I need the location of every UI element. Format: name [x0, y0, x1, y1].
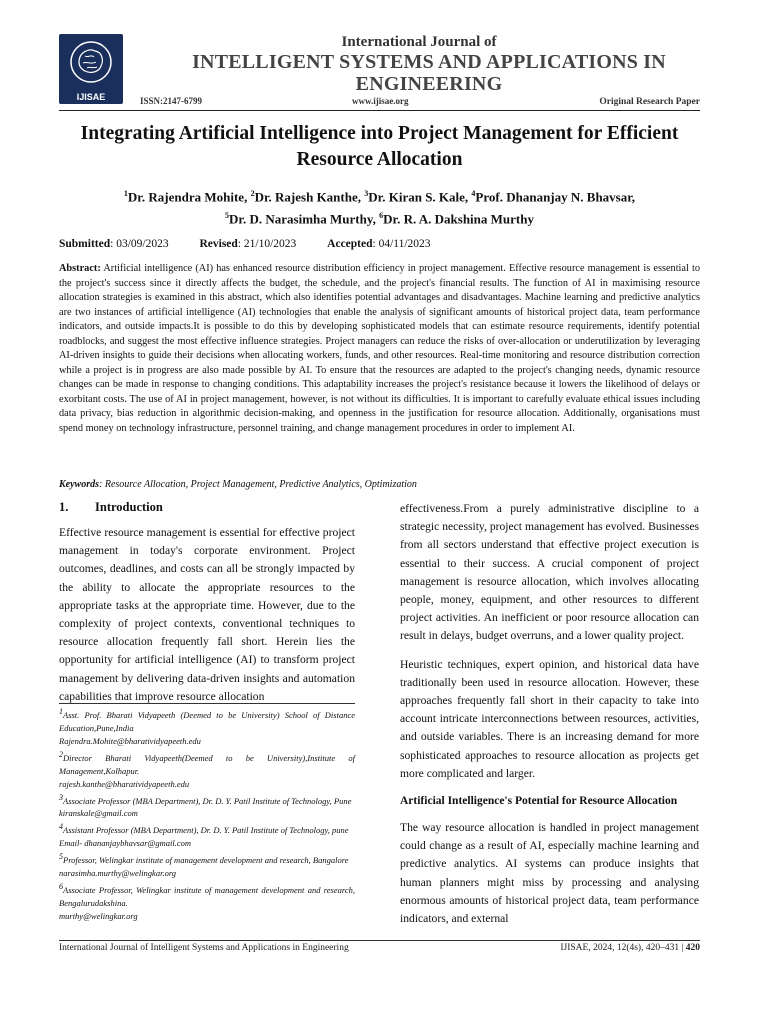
- author-sup: 6: [379, 211, 384, 221]
- journal-title-line1: INTELLIGENT SYSTEMS AND APPLICATIONS IN: [192, 51, 666, 73]
- revised-date: [199, 238, 296, 250]
- footnote-sup: 4: [59, 822, 63, 832]
- footnote-text: Asst. Prof. Bharati Vidyapeeth (Deemed to be University) School of Distance Education,Pune,India: [59, 709, 355, 733]
- author-sup: 4: [471, 189, 476, 198]
- footnote-sup: 5: [59, 852, 63, 862]
- intro-paragraph-right-1: effectiveness.From a purely administrative discipline to a strategic necessity, project management has evolved. Businesses from all sectors understand that effective project execution is essential to their success. A crucial component of project management is resource allocation, which involves allocating people, money, equipment, and other resources to different project activities. An inefficient or poor resource allocation can result in delays, budget overruns, and a lower quality project.: [400, 502, 699, 643]
- footnote-text: Associate Professor (MBA Department), Dr. D. Y. Patil Institute of Technology, Pune: [63, 795, 352, 806]
- page-number: 420: [685, 943, 700, 953]
- footnote-email[interactable]: rajesh.kanthe@bharatividyapeeth.edu: [59, 778, 190, 789]
- author-name: Dr. Rajesh Kanthe,: [254, 189, 365, 205]
- footnote: [59, 880, 355, 910]
- footnote: [59, 705, 355, 735]
- footnote-sup: 3: [59, 792, 63, 802]
- footnote: [59, 748, 355, 778]
- footnote-email[interactable]: murthy@welingkar.org: [59, 910, 138, 921]
- journal-prefix: International Journal of: [341, 34, 497, 50]
- footer-journal-name: International Journal of Intelligent Systems and Applications in Engineering: [59, 943, 349, 953]
- footnote-sup: 6: [59, 882, 63, 892]
- author-affiliations: [59, 705, 355, 923]
- brain-icon: [69, 40, 113, 84]
- author-sup: 5: [225, 211, 230, 221]
- left-column: [59, 500, 355, 716]
- footnote: [59, 820, 355, 837]
- author-line-2: [59, 206, 700, 228]
- author-name: Dr. Rajendra Mohite,: [127, 189, 251, 205]
- author-sup: 3: [364, 189, 369, 198]
- journal-title-line2: ENGINEERING: [355, 73, 503, 95]
- issn: ISSN:2147-6799: [140, 96, 203, 106]
- author-sup: 2: [250, 189, 255, 198]
- subsection-heading: Artificial Intelligence's Potential for Resource Allocation: [400, 795, 678, 808]
- submitted-label: Submitted: [59, 238, 111, 250]
- footnote: [59, 850, 355, 867]
- section-title: Introduction: [95, 500, 163, 514]
- footnote-text: Professor, Welingkar institute of management development and research, Bangalore: [63, 855, 349, 866]
- footnote-email[interactable]: kiranskale@gmail.com: [59, 808, 138, 819]
- author-name: Dr. R. A. Dakshina Murthy: [383, 211, 534, 227]
- footer-citation: [560, 943, 700, 953]
- author-list: [59, 184, 700, 229]
- submission-dates: [59, 238, 459, 250]
- paper-type: Original Research Paper: [599, 97, 700, 107]
- author-line-1: [59, 184, 700, 206]
- footnote-text: Director Bharati Vidyapeeth(Deemed to be University),Institute of Management,Kolhapur.: [59, 752, 355, 776]
- footnote-sup: 1: [59, 707, 63, 716]
- accepted-date: [327, 238, 430, 250]
- section-number: 1.: [59, 500, 69, 514]
- footnote-email[interactable]: Email- dhananjaybhavsar@gmail.com: [59, 838, 191, 849]
- intro-paragraph-right-2: Heuristic techniques, expert opinion, and historical data have traditionally been used in resource allocation. However, these approaches frequently fall short in their capacity to take into account intricate interconnections between resources, activities, and outside variables. There is an increasing demand for more sophisticated approaches to resource allocation as projects get more complicated and larger.: [400, 657, 699, 780]
- footnote: [59, 791, 355, 808]
- accepted-label: Accepted: [327, 238, 373, 250]
- right-column: [400, 500, 699, 938]
- journal-logo: [59, 34, 123, 104]
- revised-label: Revised: [199, 238, 238, 250]
- footer-divider: [59, 940, 700, 941]
- keywords-text: : Resource Allocation, Project Management, Predictive Analytics, Optimization: [99, 479, 417, 490]
- footnote-email[interactable]: Rajendra.Mohite@bharatividyapeeth.edu: [59, 735, 201, 746]
- keywords: [59, 479, 700, 490]
- abstract-label: Abstract:: [59, 263, 101, 274]
- journal-website-link[interactable]: www.ijisae.org: [352, 96, 409, 106]
- submitted-value: : 03/09/2023: [110, 238, 169, 250]
- footnote-text: Associate Professor, Welingkar institute of management development and research, Bengalurudakshina.: [59, 884, 355, 908]
- author-name: Dr. D. Narasimha Murthy,: [229, 211, 380, 227]
- citation-text: IJISAE, 2024, 12(4s), 420–431 |: [560, 943, 686, 953]
- accepted-value: : 04/11/2023: [372, 238, 431, 250]
- revised-value: : 21/10/2023: [237, 238, 297, 250]
- footnote-divider: [59, 703, 355, 704]
- footnote-text: Assistant Professor (MBA Department), Dr. D. Y. Patil Institute of Technology, pune: [63, 825, 349, 836]
- author-name: Dr. Kiran S. Kale,: [368, 189, 472, 205]
- abstract: [59, 262, 700, 436]
- author-sup: 1: [123, 189, 128, 198]
- section-heading-introduction: [59, 500, 355, 515]
- author-name: Prof. Dhananjay N. Bhavsar,: [475, 189, 636, 205]
- intro-paragraph-left: Effective resource management is essential for effective project management in today's corporate environment. Project outcomes, deadlines, and costs can all be strongly impacted by the ability to allocate the appropriate resources to the appropriate tasks at the appropriate time. However, due to the complexity of project contexts, conventional techniques to resource allocation frequently fall short. Herein lies the opportunity for artificial intelligence (AI) to transform project management by delivering data-driven insights and automation capabilities that improve resource allocation: [59, 526, 355, 703]
- footnote-sup: 2: [59, 749, 63, 759]
- keywords-label: Keywords: [59, 479, 99, 490]
- journal-title: [130, 51, 728, 95]
- intro-paragraph-right-3: The way resource allocation is handled in project management could change as a result of AI, especially machine learning and predictive analytics. AI systems can produce insights that human planners might miss by processing and analysing enormous amounts of historical project data, team performance indicators, and external: [400, 821, 699, 926]
- submitted-date: [59, 238, 169, 250]
- paper-title: Integrating Artificial Intelligence into Project Management for Efficient Resource Allocation: [80, 123, 679, 170]
- abstract-text: Artificial intelligence (AI) has enhanced resource distribution efficiency in project management. Effective resource management is essential to the project's success since it directly affects the budget, the schedule, and the project's financial results. The function of AI in maximising resource allocation strategies is examined in this abstract, which also identifies potential advantages and disadvantages. Machine learning and predictive analytics are two instances of artificial intelligence (AI) technologies that enable the analysis of significant amounts of historical project data, team performance indicators, and outside impacts.It is possible to do this by developing sophisticated models that can estimate resource requirements, identify potential roadblocks, and suggest the most effective influence strategies. Project managers can reduce the risks of over-allocation or underutilization by leveraging AI-driven insights to guide their decisions when allocating workers, funds, and other resources. Real-time monitoring and resource distribution correction while a project is in progress are also made possible by AI. To ensure that the resources are adapted to the project's changing needs, dynamic resource changes can be made in response to changing conditions. This adaptability increases the project's resistance because it lowers the likelihood of delays or exorbitant costs. The use of AI in project management, however, is not without its difficulties. It is important to carefully evaluate ethical issues including data privacy, bias reduction in algorithmic decision-making, and openness in the justification for resource allocation. Additionally, organisations must spend money on technology infrastructure, personnel training, and change management procedures in order to implement AI.: [59, 263, 700, 434]
- header-divider: [59, 110, 700, 111]
- logo-text: IJISAE: [76, 92, 106, 102]
- footnote-email[interactable]: narasimha.murthy@welingkar.org: [59, 868, 177, 879]
